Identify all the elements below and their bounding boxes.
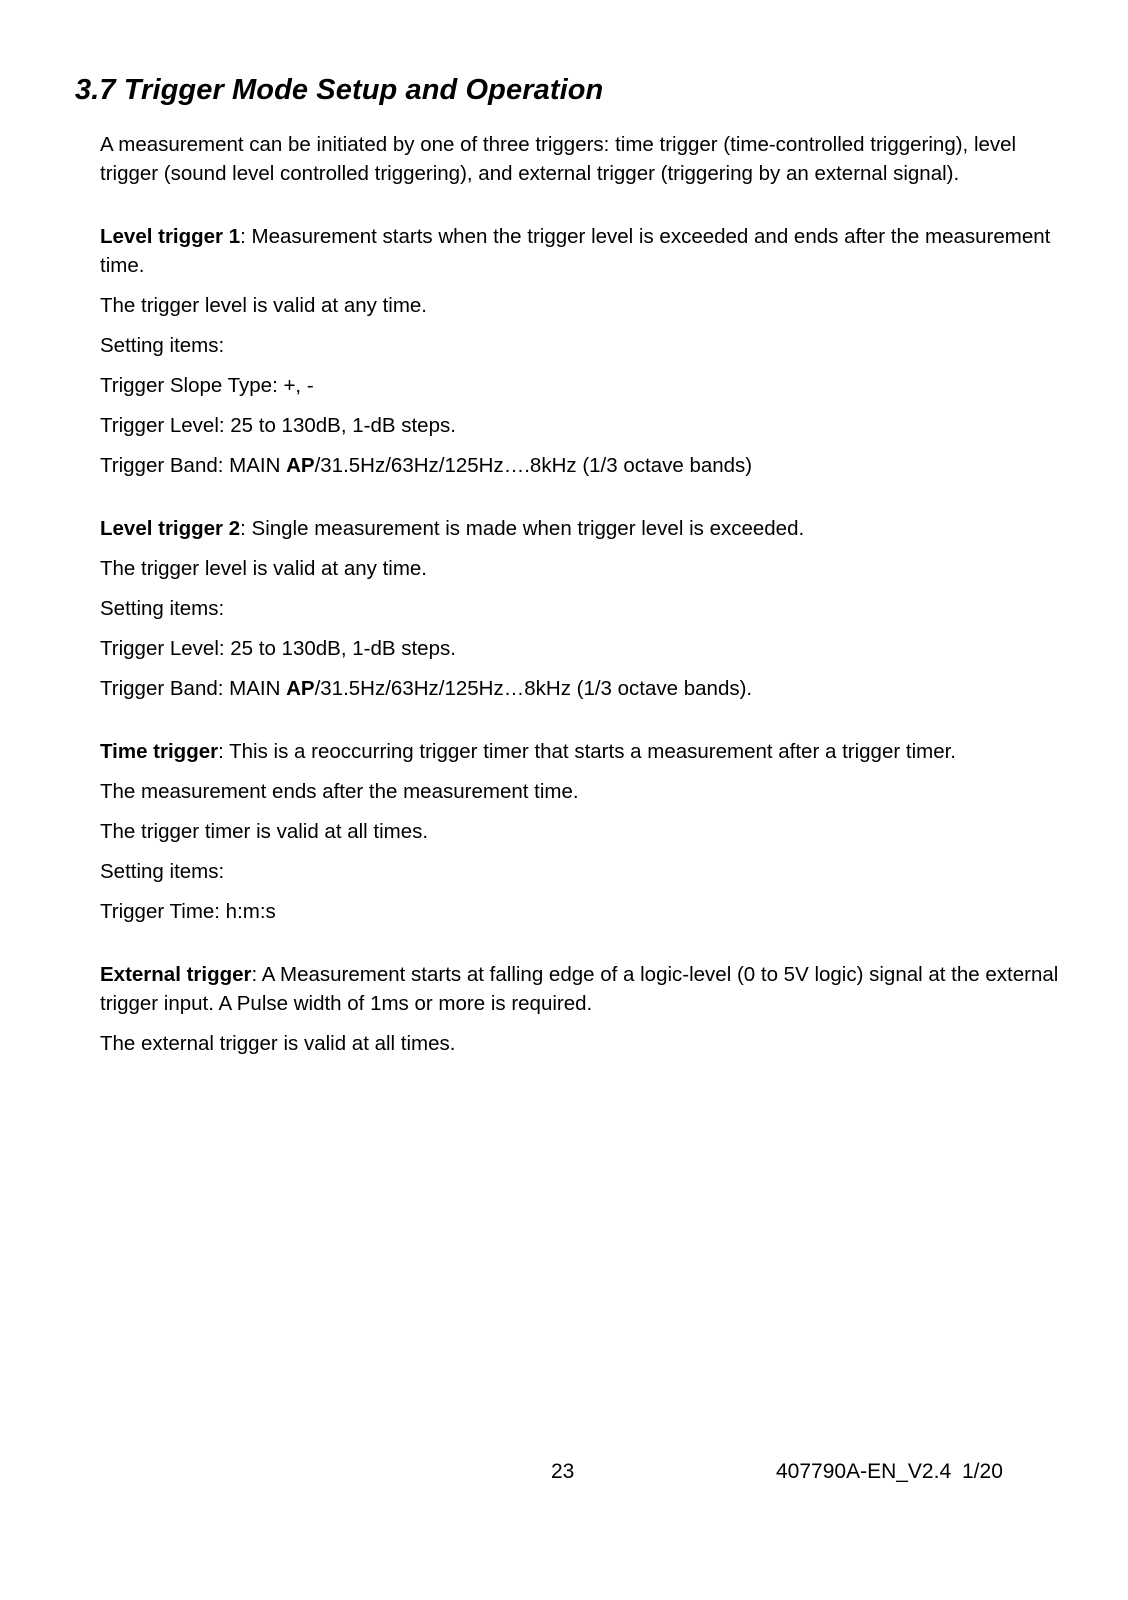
level-trigger-1-label: Level trigger 1 [100, 225, 241, 248]
section-body [100, 130, 1060, 1069]
level-trigger-2-band-setting [100, 674, 1060, 703]
section-heading: 3.7 Trigger Mode Setup and Operation [75, 74, 604, 106]
external-trigger-label: External trigger [100, 963, 252, 986]
level-trigger-1-text: : Measurement starts when the trigger level is exceeded and ends after the measurement time. [100, 225, 1051, 277]
external-trigger-validity: The external trigger is valid at all times. [100, 1032, 456, 1055]
time-trigger-text: : This is a reoccurring trigger timer that starts a measurement after a trigger timer. [218, 740, 956, 763]
band-ap: AP [286, 454, 315, 477]
band-suffix: /31.5Hz/63Hz/125Hz….8kHz (1/3 octave bands) [314, 454, 753, 477]
level-trigger-2-level-setting: Trigger Level: 25 to 130dB, 1-dB steps. [100, 637, 456, 660]
level-trigger-1-description [100, 222, 1060, 280]
time-trigger-time-setting: Trigger Time: h:m:s [100, 900, 276, 923]
time-trigger-end-note: The measurement ends after the measurement time. [100, 780, 579, 803]
time-trigger-label: Time trigger [100, 740, 219, 763]
level-trigger-1-validity: The trigger level is valid at any time. [100, 294, 427, 317]
time-trigger-description [100, 737, 1060, 766]
band-prefix: Trigger Band: MAIN [100, 454, 287, 477]
level-trigger-2-setting-heading: Setting items: [100, 597, 225, 620]
level-trigger-2-validity: The trigger level is valid at any time. [100, 557, 427, 580]
level-trigger-2-text: : Single measurement is made when trigger level is exceeded. [240, 517, 805, 540]
document-date: 1/20 [962, 1460, 1003, 1483]
level-trigger-2-label: Level trigger 2 [100, 517, 241, 540]
external-trigger-description [100, 960, 1060, 1018]
level-trigger-2-description [100, 514, 1060, 543]
level-trigger-1-level-setting: Trigger Level: 25 to 130dB, 1-dB steps. [100, 414, 456, 437]
external-trigger-text: : A Measurement starts at falling edge of a logic-level (0 to 5V logic) signal at the external trigger input. A Pulse width of 1ms or more is required. [100, 963, 1059, 1015]
intro-paragraph: A measurement can be initiated by one of three triggers: time trigger (time-controlled triggering), level trigger (sound level controlled triggering), and external trigger (triggering by an external signal). [100, 133, 1017, 185]
time-trigger-setting-heading: Setting items: [100, 860, 225, 883]
document-id: 407790A-EN_V2.4 [776, 1460, 952, 1483]
band-ap: AP [286, 677, 315, 700]
page-number: 23 [551, 1460, 575, 1483]
level-trigger-1-setting-heading: Setting items: [100, 334, 225, 357]
level-trigger-1-slope-setting: Trigger Slope Type: +, - [100, 374, 314, 397]
level-trigger-1-band-setting [100, 451, 1060, 480]
time-trigger-validity: The trigger timer is valid at all times. [100, 820, 429, 843]
band-suffix: /31.5Hz/63Hz/125Hz…8kHz (1/3 octave bands). [314, 677, 753, 700]
band-prefix: Trigger Band: MAIN [100, 677, 287, 700]
